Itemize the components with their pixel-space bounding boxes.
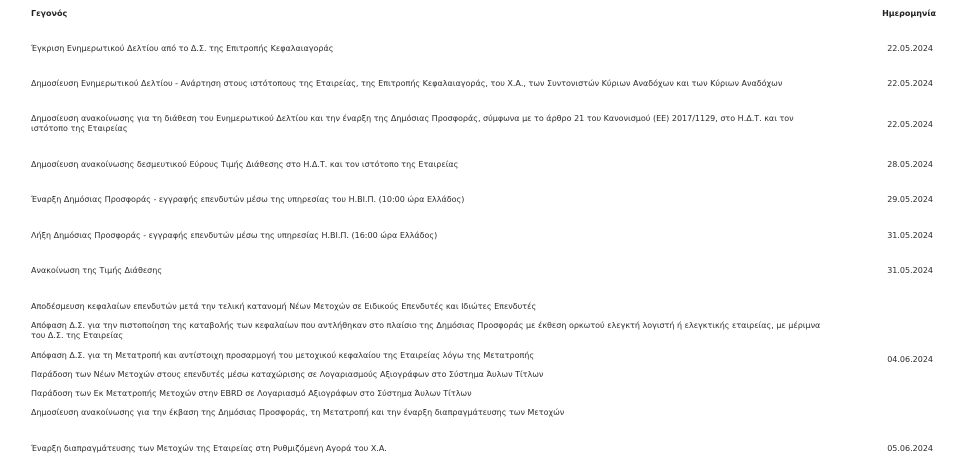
- row-date: 22.05.2024: [887, 44, 933, 53]
- row-date: 04.06.2024: [887, 355, 933, 364]
- row-event-text: Απόφαση Δ.Σ. για την πιστοποίηση της καταβολής των κεφαλαίων που αντλήθηκαν στο πλαίσιο της Δημόσιας Προσφοράς με έκθεση ορκωτού ελεγκτή λογιστή ή ελεγκτικής εταιρείας, με μέριμνα του Δ.Σ. της Εταιρείας: [31, 321, 821, 340]
- row-event-text: Δημοσίευση ανακοίνωσης δεσμευτικού Εύρους Τιμής Διάθεσης στο Η.Δ.Τ. και τον ιστότοπο της Εταιρείας: [31, 160, 459, 169]
- row-event-text: Απόφαση Δ.Σ. για τη Μετατροπή και αντίστοιχη προσαρμογή του μετοχικού κεφαλαίου της Εταιρείας λόγω της Μετατροπής: [31, 351, 535, 360]
- row-event-text: Δημοσίευση Ενημερωτικού Δελτίου - Ανάρτηση στους ιστότοπους της Εταιρείας, της Επιτροπής Κεφαλαιαγοράς, του Χ.Α., των Συντονιστών Κύριων Αναδόχων και των Κύριων Αναδόχων: [31, 79, 783, 88]
- row-event-text: Έγκριση Ενημερωτικού Δελτίου από το Δ.Σ. της Επιτροπής Κεφαλαιαγοράς: [31, 44, 334, 53]
- row-event-text: Λήξη Δημόσιας Προσφοράς - εγγραφής επενδυτών μέσω της υπηρεσίας Η.ΒΙ.Π. (16:00 ώρα Ελλάδος): [31, 231, 438, 240]
- row-date: 05.06.2024: [887, 444, 933, 453]
- row-event-text: Έναρξη Δημόσιας Προσφοράς - εγγραφής επενδυτών μέσω της υπηρεσίας του Η.ΒΙ.Π. (10:00 ώρα Ελλάδος): [31, 195, 465, 204]
- row-date: 31.05.2024: [887, 266, 933, 275]
- row-date: 31.05.2024: [887, 231, 933, 240]
- column-header-date: Ημερομηνία: [882, 9, 936, 18]
- row-date: 29.05.2024: [887, 195, 933, 204]
- row-date: 22.05.2024: [887, 120, 933, 129]
- row-date: 28.05.2024: [887, 160, 933, 169]
- row-date: 22.05.2024: [887, 79, 933, 88]
- row-event-text: Δημοσίευση ανακοίνωσης για τη διάθεση του Ενημερωτικού Δελτίου και την έναρξη της Δημόσιας Προσφοράς, σύμφωνα με το άρθρο 21 του Κανονισμού (ΕΕ) 2017/1129, στο Η.Δ.Τ. και τον ιστότοπο της Εταιρείας: [31, 114, 794, 133]
- row-event-text: Αποδέσμευση κεφαλαίων επενδυτών μετά την τελική κατανομή Νέων Μετοχών σε Ειδικούς Επενδυτές και Ιδιώτες Επενδυτές: [31, 302, 537, 311]
- row-event-text: Ανακοίνωση της Τιμής Διάθεσης: [31, 266, 163, 275]
- row-event-text: Παράδοση των Νέων Μετοχών στους επενδυτές μέσω καταχώρισης σε Λογαριασμούς Αξιογράφων στο Σύστημα Άυλων Τίτλων: [31, 370, 544, 379]
- column-header-event: Γεγονός: [31, 9, 68, 18]
- row-event-text: Δημοσίευση ανακοίνωσης για την έκβαση της Δημόσιας Προσφοράς, τη Μετατροπή και την έναρξη διαπραγμάτευσης των Μετοχών: [31, 408, 565, 417]
- row-event-text: Παράδοση των Εκ Μετατροπής Μετοχών στην EBRD σε Λογαριασμό Αξιογράφων στο Σύστημα Άυλων Τίτλων: [31, 389, 472, 398]
- row-event-text: Έναρξη διαπραγμάτευσης των Μετοχών της Εταιρείας στη Ρυθμιζόμενη Αγορά του Χ.Α.: [31, 444, 387, 453]
